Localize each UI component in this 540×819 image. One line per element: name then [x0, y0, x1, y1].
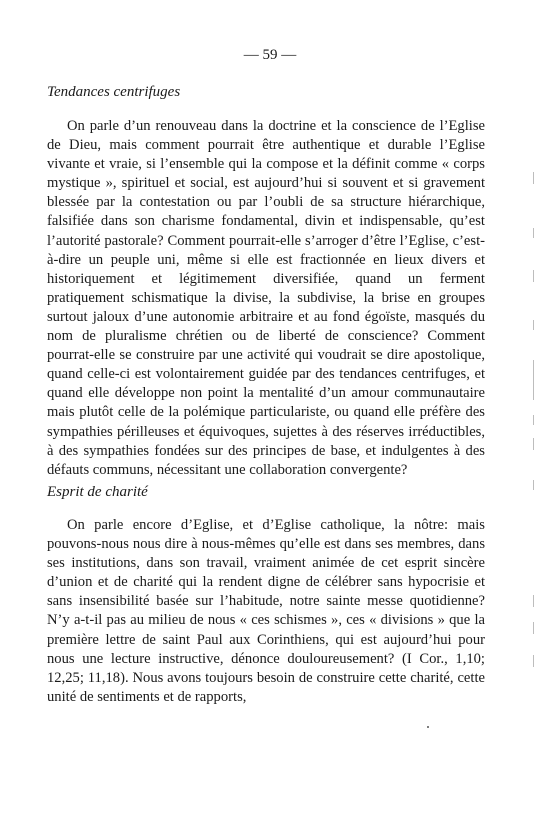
scan-margin-mark: [533, 595, 534, 607]
section-heading-charite: Esprit de charité: [47, 484, 148, 500]
scan-margin-mark: [533, 228, 534, 238]
paragraph-tendances: On parle d’un renouveau dans la doctrine et la conscience de l’Eglise de Dieu, mais comment pourrait être authentique et durable l’Eglise vivante et vraie, si l’ensemble qui la compose et la définit comme « corps mystique », spirituel et social, est aujourd’hui si souvent et si gravement blessée par la contestation ou par l’oubli de sa structure hiérarchique, falsifiée dans son charisme fondamental, divin et indispensable, qu’est l’autorité pastorale? Comment pourrait-elle s’arroger d’être l’Eglise, c’est-à-dire un peuple uni, même si elle est fractionnée en lieux divers et historiquement et légitimement diversifiée, quand un ferment pratiquement schismatique la divise, la subdivise, la brise en groupes surtout jaloux d’une autonomie arbitraire et au fond égoïste, masqués du nom de pluralisme chrétien ou de liberté de conscience? Comment pourrat-elle se construire par une activité qui voudrait se dire apostolique, quand celle-ci est volontairement guidée par des tendances centrifuges, et quand elle développe non point la mentalité d’un amour communautaire mais plutôt celle de la polémique particulariste, ou quand elle préfère des sympathies périlleuses et équivoques, sujettes à des réserves irréductibles, à des sympathies fondées sur des principes de base, et indulgentes à des défauts communs, nécessitant une collaboration convergente?: [47, 118, 485, 478]
scan-margin-mark: [533, 655, 534, 667]
scan-margin-mark: [533, 360, 534, 400]
section-heading-tendances: Tendances centrifuges: [47, 84, 181, 100]
page-number: — 59 —: [243, 47, 297, 63]
paragraph-charite: On parle encore d’Eglise, et d’Eglise catholique, la nôtre: mais pouvons-nous nous dire à nous-mêmes qu’elle est dans ses membres, dans ses institutions, dans son travail, vraiment animée de cet esprit sincère d’union et de charité qui la rendent digne de célébrer sans hypocrisie et sans insensibilité basée sur l’habitude, notre sainte messe quotidienne? N’y a-t-il pas au milieu de nous « ces schismes », ces « divisions » que la première lettre de saint Paul aux Corinthiens, qui est aujourd’hui pour nous une lecture instructive, dénonce douloureusement? (I Cor., 1,10; 12,25; 11,18). Nous avons toujours besoin de construire cette charité, cette unité de sentiments et de rapports,: [47, 517, 485, 705]
scan-margin-mark: [533, 622, 534, 634]
scan-margin-mark: [533, 415, 534, 425]
scan-margin-mark: [533, 438, 534, 450]
scan-margin-mark: [533, 270, 534, 282]
scan-margin-mark: [533, 480, 534, 490]
scan-dot: [427, 726, 429, 728]
scan-margin-mark: [533, 172, 534, 184]
scan-margin-mark: [533, 320, 534, 330]
